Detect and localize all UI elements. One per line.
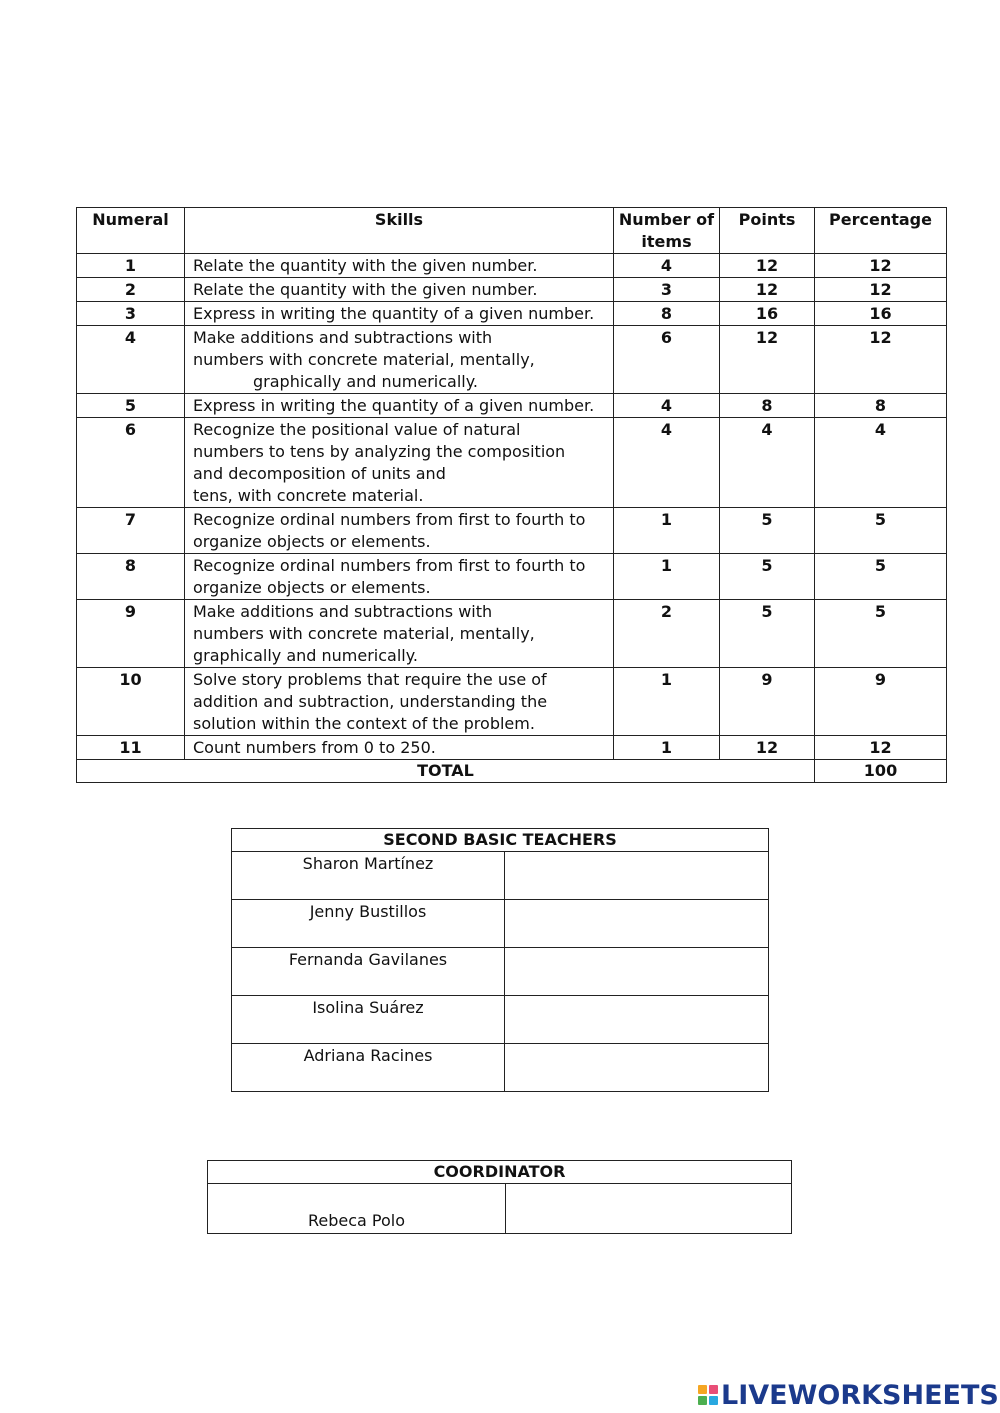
table-row (77, 736, 947, 760)
skill-line: solution within the context of the problem. (193, 714, 535, 733)
row-points: 5 (720, 554, 815, 600)
row-numeral: 8 (77, 554, 185, 600)
skill-line: tens, with concrete material. (193, 486, 424, 505)
row-number-of-items: 3 (614, 278, 720, 302)
row-points: 5 (720, 600, 815, 668)
header-points: Points (720, 208, 815, 254)
row-number-of-items: 1 (614, 554, 720, 600)
skills-table (76, 207, 947, 783)
logo-tile (709, 1396, 718, 1405)
row-points: 16 (720, 302, 815, 326)
table-row (77, 668, 947, 736)
row-percentage: 12 (815, 326, 947, 394)
table-row (77, 508, 947, 554)
skill-line: numbers with concrete material, mentally, (193, 350, 535, 369)
row-numeral: 6 (77, 418, 185, 508)
teacher-name: Adriana Racines (232, 1044, 505, 1092)
coordinator-table-title: COORDINATOR (208, 1161, 792, 1184)
row-skill (185, 254, 614, 278)
row-number-of-items: 1 (614, 508, 720, 554)
header-number-of-items: Number of items (614, 208, 720, 254)
total-label: TOTAL (77, 760, 815, 783)
logo-tile (698, 1385, 707, 1394)
teacher-name: Fernanda Gavilanes (232, 948, 505, 996)
teacher-row (232, 852, 769, 900)
teacher-name: Sharon Martínez (232, 852, 505, 900)
row-skill (185, 600, 614, 668)
skill-line: graphically and numerically. (193, 646, 419, 665)
row-skill (185, 668, 614, 736)
coordinator-signature-cell (506, 1184, 792, 1234)
skill-line: Recognize the positional value of natural (193, 420, 521, 439)
total-row (77, 760, 947, 783)
skill-line: numbers with concrete material, mentally, (193, 624, 535, 643)
row-percentage: 5 (815, 600, 947, 668)
liveworksheets-logo-icon (698, 1385, 718, 1405)
table-row (77, 554, 947, 600)
header-skills: Skills (185, 208, 614, 254)
skill-line: Count numbers from 0 to 250. (193, 738, 436, 757)
row-number-of-items: 6 (614, 326, 720, 394)
header-percentage: Percentage (815, 208, 947, 254)
skill-line: organize objects or elements. (193, 578, 431, 597)
row-skill (185, 736, 614, 760)
row-number-of-items: 4 (614, 418, 720, 508)
table-row (77, 394, 947, 418)
skill-line: and decomposition of units and (193, 464, 446, 483)
row-skill (185, 418, 614, 508)
row-points: 4 (720, 418, 815, 508)
skill-line: addition and subtraction, understanding the (193, 692, 548, 711)
row-points: 5 (720, 508, 815, 554)
row-numeral: 11 (77, 736, 185, 760)
coordinator-table (207, 1160, 792, 1234)
teacher-signature-cell (505, 900, 769, 948)
skill-line: Express in writing the quantity of a given number. (193, 396, 595, 415)
row-numeral: 9 (77, 600, 185, 668)
row-number-of-items: 1 (614, 668, 720, 736)
skill-line: Recognize ordinal numbers from first to fourth to (193, 556, 586, 575)
row-numeral: 1 (77, 254, 185, 278)
logo-text: LIVEWORKSHEETS (721, 1379, 999, 1411)
logo-tile (698, 1396, 707, 1405)
row-percentage: 5 (815, 554, 947, 600)
skill-line: organize objects or elements. (193, 532, 431, 551)
skill-line: numbers to tens by analyzing the composition (193, 442, 566, 461)
row-percentage: 16 (815, 302, 947, 326)
teacher-signature-cell (505, 1044, 769, 1092)
row-points: 8 (720, 394, 815, 418)
row-number-of-items: 4 (614, 254, 720, 278)
row-numeral: 7 (77, 508, 185, 554)
row-number-of-items: 1 (614, 736, 720, 760)
row-points: 9 (720, 668, 815, 736)
row-numeral: 5 (77, 394, 185, 418)
row-percentage: 4 (815, 418, 947, 508)
row-number-of-items: 4 (614, 394, 720, 418)
row-percentage: 5 (815, 508, 947, 554)
table-row (77, 326, 947, 394)
row-numeral: 4 (77, 326, 185, 394)
skills-table-body (77, 254, 947, 760)
table-row (77, 278, 947, 302)
row-percentage: 8 (815, 394, 947, 418)
skill-line: Solve story problems that require the use of (193, 670, 547, 689)
row-points: 12 (720, 736, 815, 760)
row-skill (185, 302, 614, 326)
teachers-table-body (232, 852, 769, 1092)
teacher-signature-cell (505, 852, 769, 900)
coordinator-row (208, 1184, 792, 1234)
table-row (77, 418, 947, 508)
teacher-row (232, 948, 769, 996)
skill-line: Make additions and subtractions with (193, 328, 493, 347)
table-row (77, 254, 947, 278)
logo-tile (709, 1385, 718, 1394)
skill-line: Relate the quantity with the given number. (193, 256, 538, 275)
header-numeral: Numeral (77, 208, 185, 254)
row-percentage: 9 (815, 668, 947, 736)
teacher-signature-cell (505, 948, 769, 996)
teacher-signature-cell (505, 996, 769, 1044)
liveworksheets-logo[interactable] (698, 1378, 999, 1412)
row-points: 12 (720, 254, 815, 278)
row-numeral: 3 (77, 302, 185, 326)
row-skill (185, 278, 614, 302)
teacher-name: Jenny Bustillos (232, 900, 505, 948)
skill-line: graphically and numerically. (253, 372, 479, 391)
skills-table-header (77, 208, 947, 254)
teachers-table (231, 828, 769, 1092)
coordinator-name: Rebeca Polo (208, 1184, 506, 1234)
teacher-name: Isolina Suárez (232, 996, 505, 1044)
row-points: 12 (720, 278, 815, 302)
teacher-row (232, 996, 769, 1044)
row-numeral: 2 (77, 278, 185, 302)
skill-line: Recognize ordinal numbers from first to fourth to (193, 510, 586, 529)
row-skill (185, 508, 614, 554)
row-percentage: 12 (815, 278, 947, 302)
row-number-of-items: 8 (614, 302, 720, 326)
row-skill (185, 554, 614, 600)
skill-line: Make additions and subtractions with (193, 602, 493, 621)
skill-line: Relate the quantity with the given number. (193, 280, 538, 299)
table-row (77, 600, 947, 668)
table-row (77, 302, 947, 326)
row-skill (185, 394, 614, 418)
row-number-of-items: 2 (614, 600, 720, 668)
teacher-row (232, 900, 769, 948)
row-skill (185, 326, 614, 394)
row-numeral: 10 (77, 668, 185, 736)
row-points: 12 (720, 326, 815, 394)
skill-line: Express in writing the quantity of a given number. (193, 304, 595, 323)
row-percentage: 12 (815, 736, 947, 760)
row-percentage: 12 (815, 254, 947, 278)
teachers-table-title: SECOND BASIC TEACHERS (232, 829, 769, 852)
total-value: 100 (815, 760, 947, 783)
teacher-row (232, 1044, 769, 1092)
